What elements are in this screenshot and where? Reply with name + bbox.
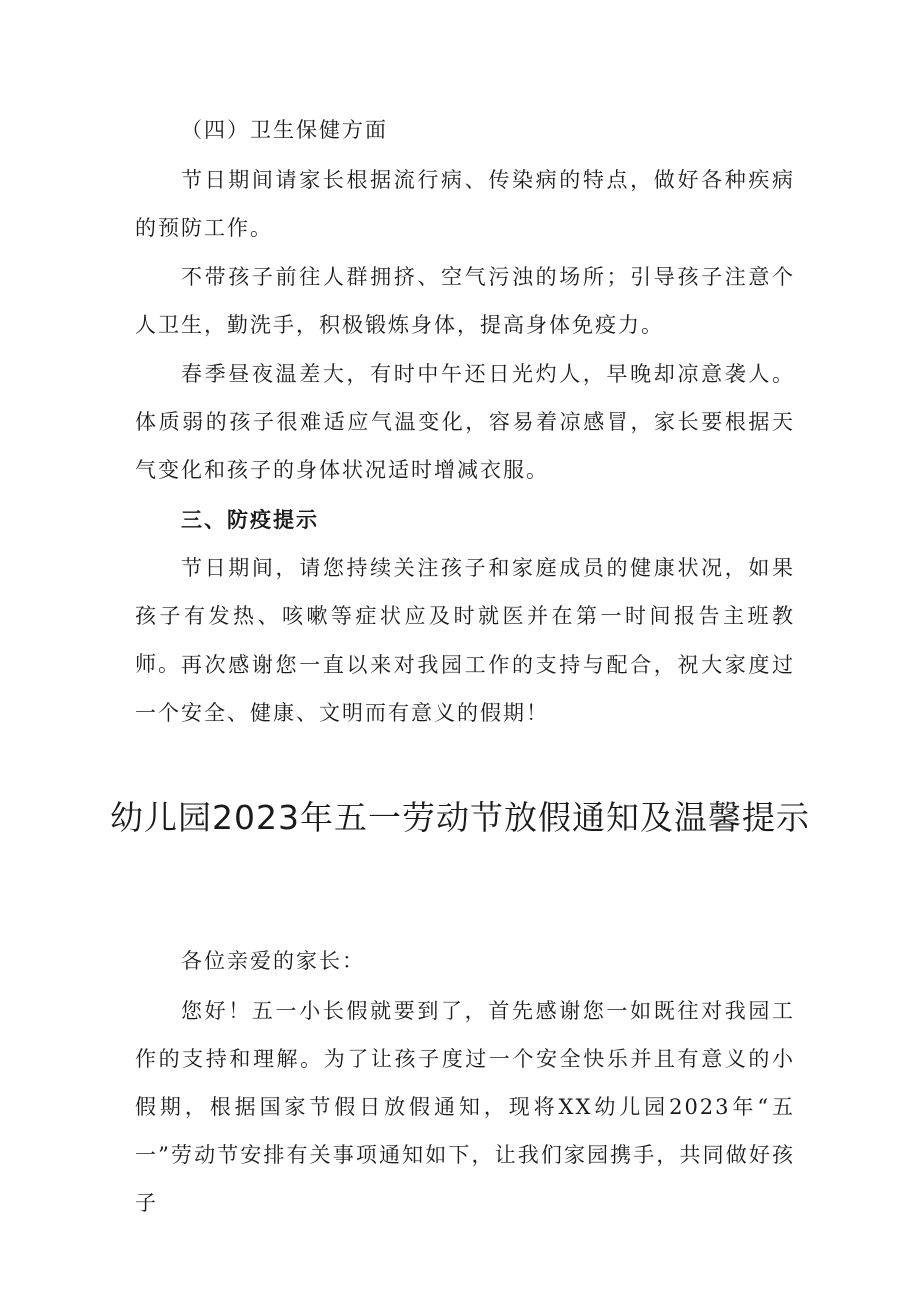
notice-greeting: 各位亲爱的家长： (181, 949, 365, 973)
paragraph-thanks: 再次感谢您一直以来对我园工作的支持与配合，祝大家度过一个安全、健康、文明而有意义的假期！ (135, 653, 795, 725)
paragraph-personal-hygiene: 不带孩子前往人群拥挤、空气污浊的场所；引导孩子注意个人卫生，勤洗手，积极锻炼身体，提高身体免疫力。 (135, 265, 795, 337)
paragraph-temperature: 春季昼夜温差大，有时中午还日光灼人，早晚却凉意袭人。体质弱的孩子很难适应气温变化，容易着凉感冒，家长要根据天气变化和孩子的身体状况适时增减衣服。 (135, 362, 795, 482)
paragraph-health-monitoring: 节日期间，请您持续关注孩子和家庭成员的健康状况，如果孩子有发热、咳嗽等症状应及时就医并在第一时间报告主班教师。 (135, 556, 795, 676)
section-heading-hygiene: （四）卫生保健方面 (181, 118, 388, 142)
paragraph-disease-prevention: 节日期间请家长根据流行病、传染病的特点，做好各种疾病的预防工作。 (135, 168, 795, 240)
notice-body: 您好！五一小长假就要到了，首先感谢您一如既往对我园工作的支持和理解。为了让孩子度过一个安全快乐并且有意义的小假期，根据国家节假日放假通知，现将XX幼儿园2023年“五一”劳动节安排有关事项通知如下，让我们家园携手，共同做好孩子 (135, 999, 795, 1215)
section-heading-epidemic: 三、防疫提示 (181, 508, 319, 532)
notice-title: 幼儿园2023年五一劳动节放假通知及温馨提示 (110, 798, 810, 837)
